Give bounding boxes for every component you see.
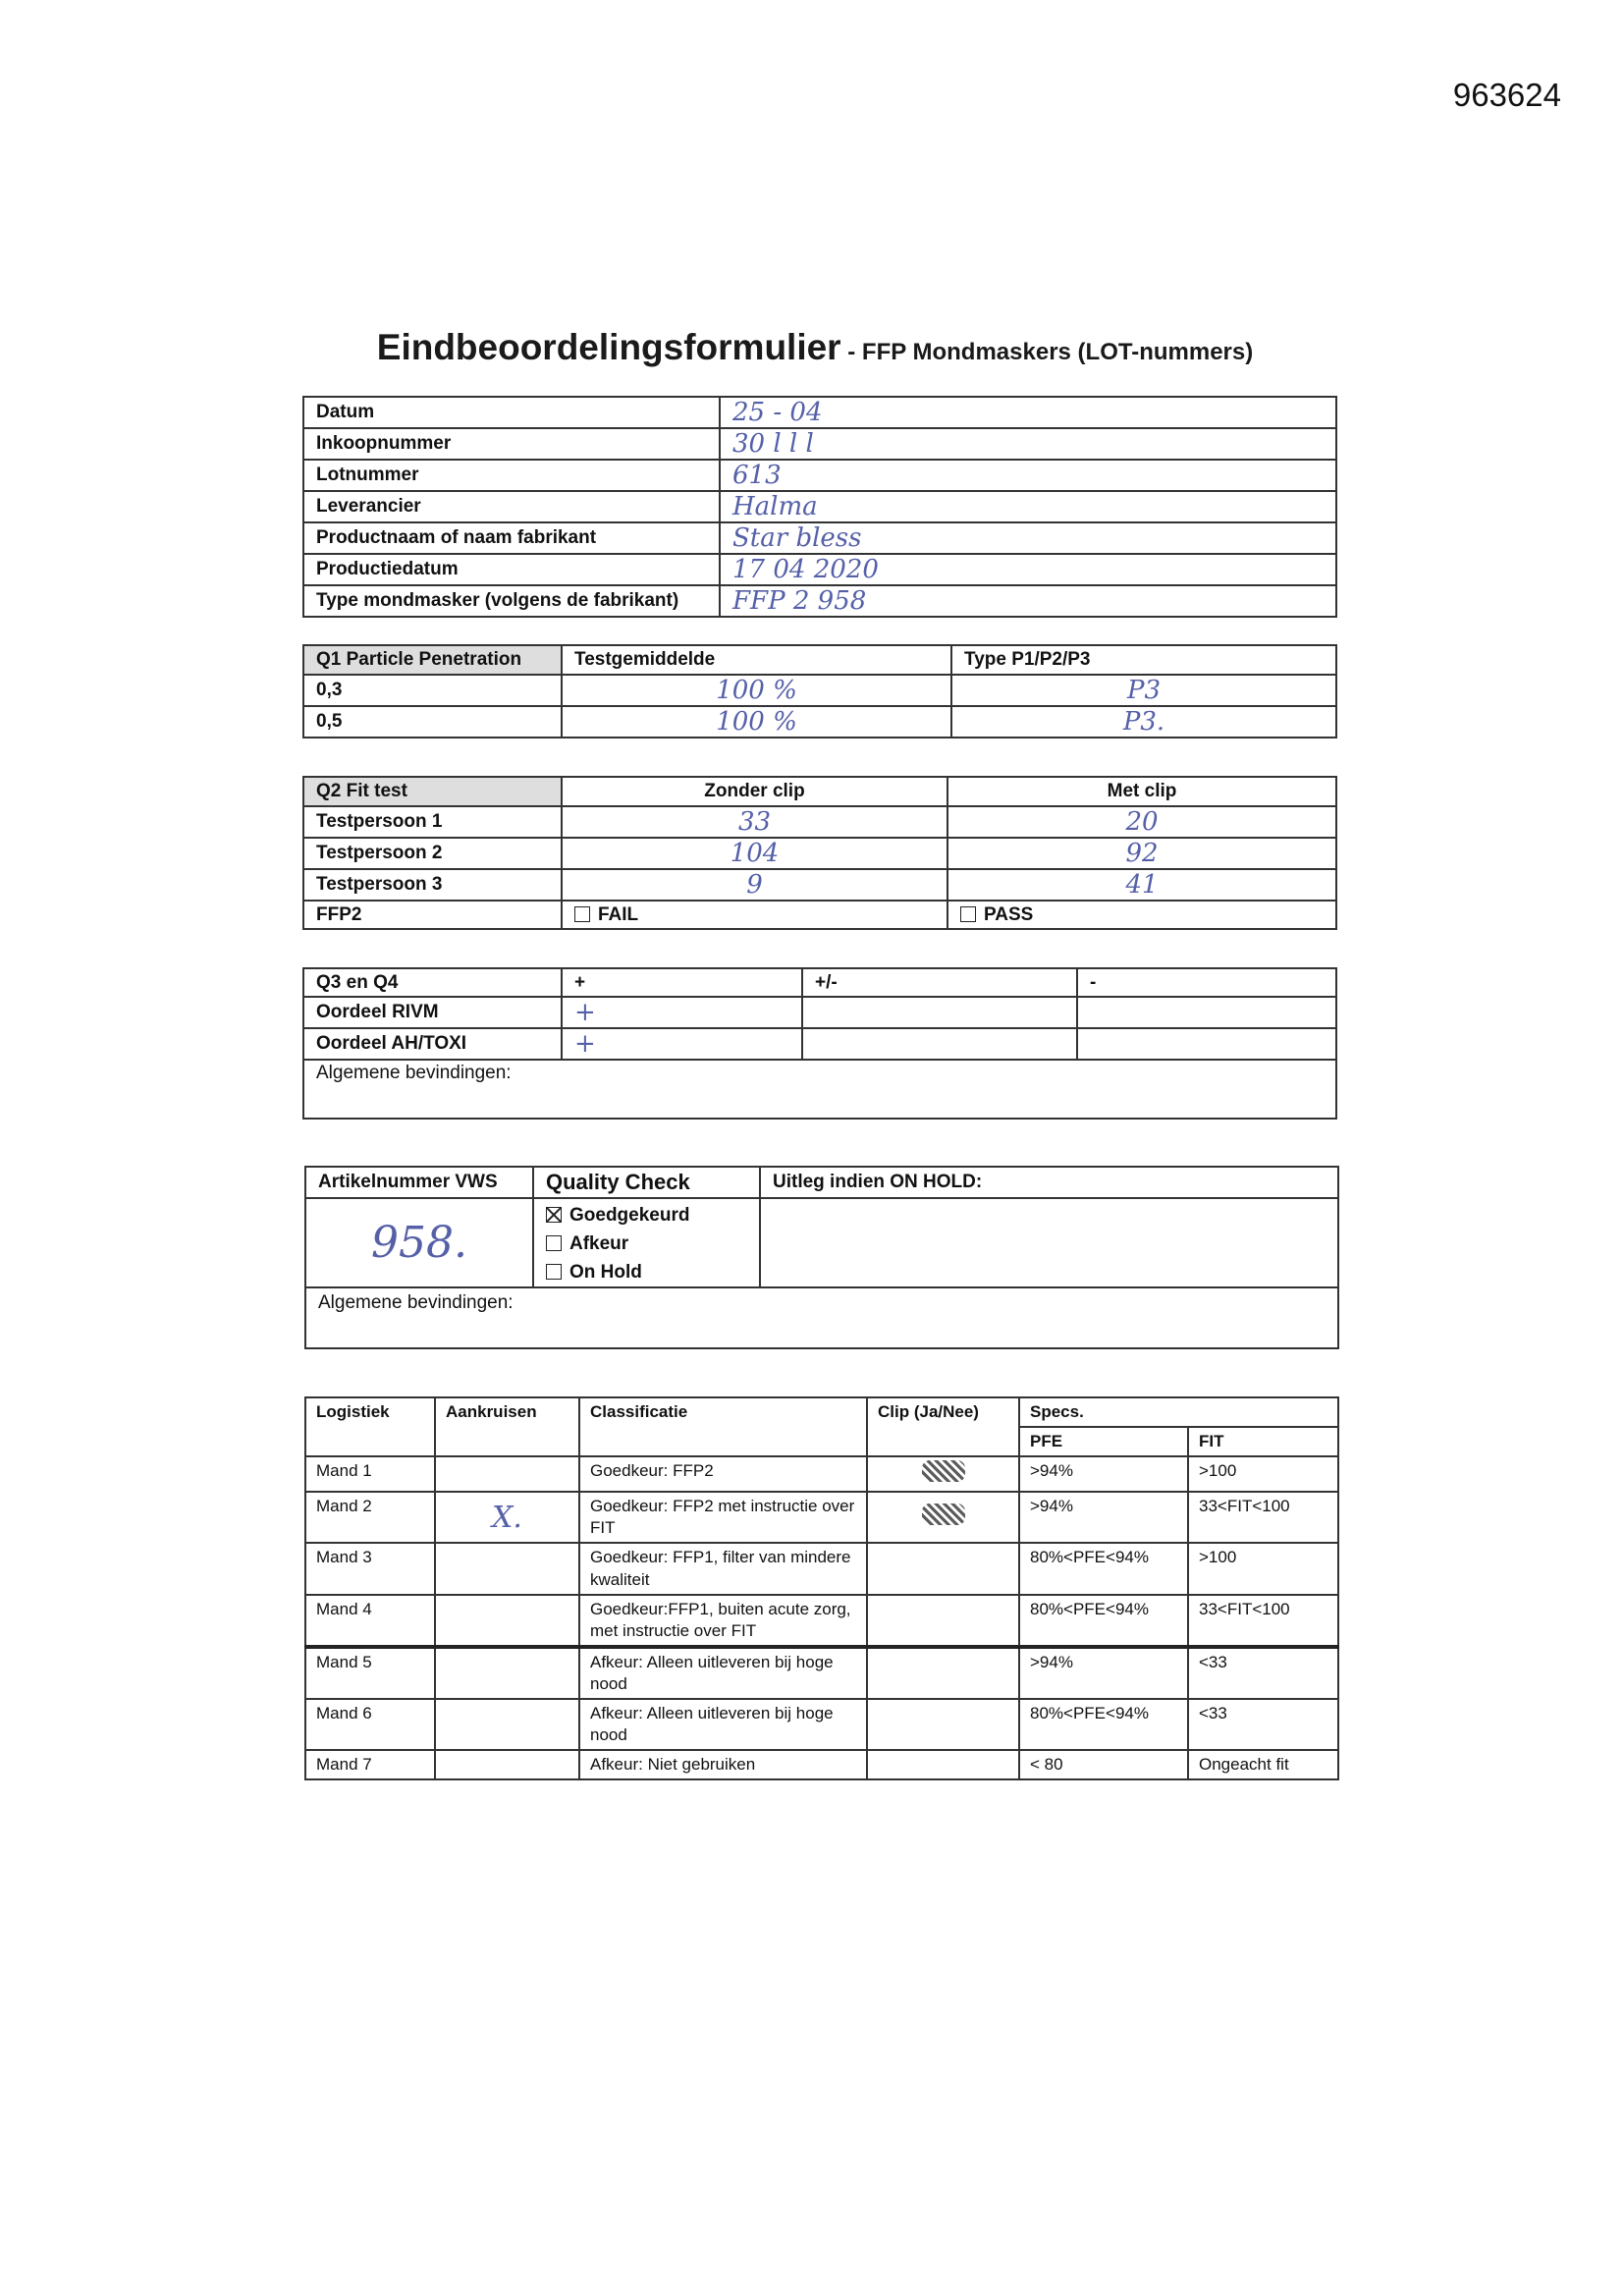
mand-classificatie: Afkeur: Niet gebruiken [579,1750,867,1779]
afkeur-label: Afkeur [569,1233,629,1254]
label-productiedatum: Productiedatum [303,554,720,585]
pass-label: PASS [984,903,1034,925]
q2-ffp2-label: FFP2 [303,901,562,929]
logistics-header-classificatie: Classificatie [579,1397,867,1456]
mand-pfe: < 80 [1019,1750,1188,1779]
value-productnaam[interactable]: Star bless [720,522,1336,554]
pass-checkbox[interactable] [960,906,976,922]
fail-checkbox[interactable] [574,906,590,922]
mand-label: Mand 1 [305,1456,435,1492]
quality-options [533,1198,760,1287]
mand-label: Mand 2 [305,1492,435,1543]
on-hold-label: On Hold [569,1262,642,1283]
mand-mark[interactable] [435,1543,579,1594]
mand-mark[interactable] [435,1750,579,1779]
q2-header-without-clip: Zonder clip [562,777,947,806]
mand-fit: >100 [1188,1543,1338,1594]
q2-without-clip-value[interactable]: 9 [562,869,947,901]
q2-header-with-clip: Met clip [947,777,1336,806]
mand-classificatie: Goedkeur:FFP1, buiten acute zorg, met instructie over FIT [579,1595,867,1647]
q2-without-clip-value[interactable]: 104 [562,838,947,869]
logistics-header-specs: Specs. [1019,1397,1338,1427]
quality-header-on-hold: Uitleg indien ON HOLD: [760,1167,1338,1198]
label-datum: Datum [303,397,720,428]
logistics-header-aankruisen: Aankruisen [435,1397,579,1456]
title-main: Eindbeoordelingsformulier [376,327,841,367]
mand-clip[interactable] [867,1699,1019,1750]
mand-clip[interactable] [867,1492,1019,1543]
fail-label: FAIL [598,903,639,925]
q2-with-clip-value[interactable]: 20 [947,806,1336,838]
mand-pfe: >94% [1019,1647,1188,1699]
mand-fit: Ongeacht fit [1188,1750,1338,1779]
mand-label: Mand 4 [305,1595,435,1647]
mand-mark[interactable] [435,1456,579,1492]
q3-minus-value[interactable] [1077,1028,1336,1060]
q2-testpersoon-label: Testpersoon 2 [303,838,562,869]
q3-header-label: Q3 en Q4 [303,968,562,997]
logistics-header-logistiek: Logistiek [305,1397,435,1456]
mand-fit: >100 [1188,1456,1338,1492]
mand-fit: 33<FIT<100 [1188,1595,1338,1647]
q3-header-plus: + [562,968,802,997]
mand-mark[interactable] [435,1595,579,1647]
mand-fit: 33<FIT<100 [1188,1492,1338,1543]
q3-header-minus: - [1077,968,1336,997]
label-productnaam: Productnaam of naam fabrikant [303,522,720,554]
q3-mid-value[interactable] [802,997,1077,1028]
mand-pfe: >94% [1019,1492,1188,1543]
value-lotnummer[interactable]: 613 [720,460,1336,491]
mand-pfe: 80%<PFE<94% [1019,1699,1188,1750]
value-leverancier[interactable]: Halma [720,491,1336,522]
label-type-mondmasker: Type mondmasker (volgens de fabrikant) [303,585,720,617]
q3-plus-value[interactable]: + [562,997,802,1028]
mand-classificatie: Afkeur: Alleen uitleveren bij hoge nood [579,1647,867,1699]
q2-testpersoon-label: Testpersoon 3 [303,869,562,901]
label-lotnummer: Lotnummer [303,460,720,491]
article-number-value[interactable]: 958. [305,1198,533,1287]
q3-findings[interactable]: Algemene bevindingen: [303,1060,1336,1119]
value-inkoopnummer[interactable]: 30 l l l [720,428,1336,460]
general-info-table [302,396,1337,618]
logistics-header-clip: Clip (Ja/Nee) [867,1397,1019,1456]
q3-header-mid: +/- [802,968,1077,997]
mand-mark[interactable]: X. [435,1492,579,1543]
page-title [295,327,1335,368]
mand-classificatie: Afkeur: Alleen uitleveren bij hoge nood [579,1699,867,1750]
logistics-table [304,1396,1339,1780]
q1-header-type: Type P1/P2/P3 [951,645,1336,675]
mand-clip[interactable] [867,1543,1019,1594]
mand-label: Mand 5 [305,1647,435,1699]
title-separator: - [840,339,862,365]
q1-row-type[interactable]: P3 [951,675,1336,706]
mand-classificatie: Goedkeur: FFP2 [579,1456,867,1492]
q1-row-avg[interactable]: 100 % [562,706,951,738]
mand-clip[interactable] [867,1595,1019,1647]
mand-label: Mand 6 [305,1699,435,1750]
q1-header-avg: Testgemiddelde [562,645,951,675]
q2-without-clip-value[interactable]: 33 [562,806,947,838]
q2-with-clip-value[interactable]: 41 [947,869,1336,901]
value-datum[interactable]: 25 - 04 [720,397,1336,428]
clip-scribble [922,1503,965,1525]
value-type-mondmasker[interactable]: FFP 2 958 [720,585,1336,617]
title-sub: FFP Mondmaskers (LOT-nummers) [861,339,1254,365]
mand-clip[interactable] [867,1750,1019,1779]
option-afkeur[interactable] [546,1230,747,1258]
quality-check-table [304,1166,1339,1349]
q2-fail-option[interactable] [562,901,947,929]
mand-mark[interactable] [435,1647,579,1699]
mand-classificatie: Goedkeur: FFP2 met instructie over FIT [579,1492,867,1543]
mand-fit: <33 [1188,1699,1338,1750]
q2-table [302,776,1337,930]
q1-row-type[interactable]: P3. [951,706,1336,738]
q3-row-label: Oordeel AH/TOXI [303,1028,562,1060]
q1-table [302,644,1337,738]
mand-pfe: 80%<PFE<94% [1019,1543,1188,1594]
mand-clip[interactable] [867,1456,1019,1492]
q3-minus-value[interactable] [1077,997,1336,1028]
mand-pfe: >94% [1019,1456,1188,1492]
quality-findings[interactable]: Algemene bevindingen: [305,1287,1338,1348]
mand-clip[interactable] [867,1647,1019,1699]
q3-mid-value[interactable] [802,1028,1077,1060]
q3-plus-value[interactable]: + [562,1028,802,1060]
label-leverancier: Leverancier [303,491,720,522]
q2-header-label: Q2 Fit test [303,777,562,806]
q1-header-label: Q1 Particle Penetration [303,645,562,675]
clip-scribble [922,1460,965,1482]
mand-label: Mand 3 [305,1543,435,1594]
q3-q4-table [302,967,1337,1120]
mand-classificatie: Goedkeur: FFP1, filter van mindere kwaliteit [579,1543,867,1594]
on-hold-checkbox[interactable] [546,1264,562,1280]
document-id: 963624 [1452,77,1561,113]
q2-testpersoon-label: Testpersoon 1 [303,806,562,838]
logistics-header-fit: FIT [1188,1427,1338,1456]
mand-fit: <33 [1188,1647,1338,1699]
q1-row-label: 0,5 [303,706,562,738]
logistics-header-pfe: PFE [1019,1427,1188,1456]
on-hold-explanation[interactable] [760,1198,1338,1287]
goedgekeurd-checkbox[interactable] [546,1207,562,1223]
mand-label: Mand 7 [305,1750,435,1779]
mand-mark[interactable] [435,1699,579,1750]
option-goedgekeurd[interactable] [546,1201,747,1230]
label-inkoopnummer: Inkoopnummer [303,428,720,460]
afkeur-checkbox[interactable] [546,1235,562,1251]
q2-pass-option[interactable] [947,901,1336,929]
value-productiedatum[interactable]: 17 04 2020 [720,554,1336,585]
mand-pfe: 80%<PFE<94% [1019,1595,1188,1647]
q2-with-clip-value[interactable]: 92 [947,838,1336,869]
q1-row-label: 0,3 [303,675,562,706]
quality-header-check: Quality Check [533,1167,760,1198]
quality-header-article: Artikelnummer VWS [305,1167,533,1198]
goedgekeurd-label: Goedgekeurd [569,1205,690,1226]
q3-row-label: Oordeel RIVM [303,997,562,1028]
option-on-hold[interactable] [546,1258,747,1286]
q1-row-avg[interactable]: 100 % [562,675,951,706]
